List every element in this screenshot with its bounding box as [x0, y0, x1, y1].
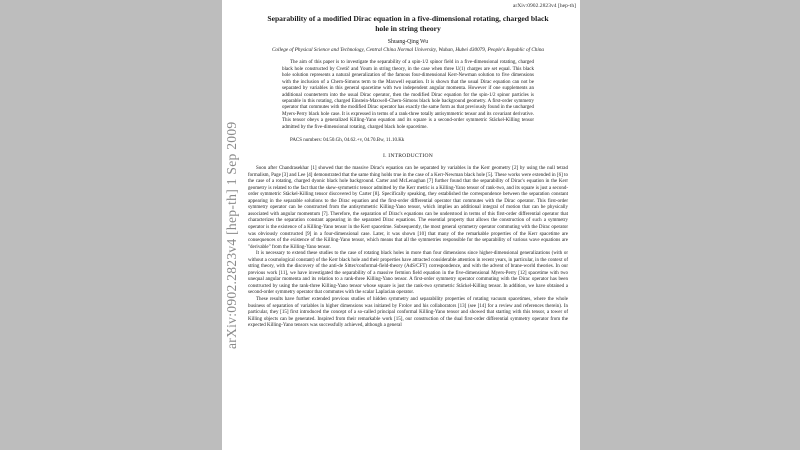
paper-title: Separability of a modified Dirac equation in a five-dimensional rotating, charged black hole in string theory: [267, 14, 549, 33]
paper-content: [248, 14, 568, 330]
arxiv-identifier: arXiv:0902.2823v4 [hep-th]: [512, 3, 576, 9]
author-name: Shuang-Qing Wu: [387, 38, 429, 45]
paragraph: These results have further extended previous studies of hidden symmetry and separability properties of rotating vacuum spacetimes, where the whole business of separation of variables in higher dimensions was initiated by Frolov and his collaborators [13] (see [14] for a review and references therein). In particular, they [15] first introduced the concept of a so-called principal conformal Killing-Yano tensor and showed that starting with this tensor, a tower of Killing objects can be generated. Inspired from their remarkable work [15], our construction of the dual first-order differential symmetry operator from the expected Killing-Yano tensors was successfully achieved, although a general: [248, 296, 568, 329]
paragraph: Soon after Chandrasekhar [1] showed that the massive Dirac's equation can be separated by variables in the Kerr geometry [2] by using the null tetrad formalism, Page [3] and Lee [4] demonstrated that the same thing holds true in the case of a Kerr-Newman black hole [5]. These works were extended in [6] to the case of a rotating, charged dyonic black hole background. Carter and McLenaghan [7] further found that the separability of Dirac's equation in the Kerr geometry is related to the fact that the skew-symmetric tensor admitted by the Kerr metric is a Killing-Yano tensor of rank-two, and its square is just a second-order symmetric Stäckel-Killing tensor discovered by Carter [8]. Specifically speaking, they established the correspondence between the separation constant appearing in the separable solutions to the Dirac equation and the first-order differential operator that commutes with the Dirac operator. This first-order symmetry operator can be constructed from the antisymmetric Killing-Yano tensor, which implies an additional integral of motion that can be physically associated with angular momentum [7]. Therefore, the separation of Dirac's equations can be understood in terms of this first-order differential operator that characterizes the separation constant appearing in the separated Dirac equations. The essential property that allows the construction of such a symmetry operator is the existence of a Killing-Yano tensor in the Kerr spacetime. Subsequently, the most general symmetry operator commuting with the Dirac operator was obviously constructed [9] in a four-dimensional case. Later, it was shown [10] that many of the remarkable properties of the Kerr spacetime are consequences of the existence of the Killing-Yano tensor, which means that all the symmetries responsible for the separability of various wave equations are "derivable" from the Killing-Yano tensor.: [248, 166, 568, 250]
arxiv-side-stamp: arXiv:0902.2823v4 [hep-th] 1 Sep 2009: [224, 121, 239, 349]
introduction-body: [248, 166, 568, 330]
paragraph: It is necessary to extend these studies to the case of rotating black holes in more than four dimensions since higher-dimensional generalizations (with or without a cosmological constant) of the Kerr black hole and their properties have attracted considerable attention in recent years, in particular, in the context of string theory, with the discovery of the anti-de Sitter/conformal-field-theory (AdS/CFT) correspondence, and with the advent of brane-world theories. In our previous work [11], we have investigated the separability of a massive fermion field equation in the five-dimensional Myers-Perry [12] spacetime with two unequal angular momenta and its relation to a rank-three Killing-Yano tensor. A first-order symmetry operator commuting with the Dirac operator has been constructed by using the rank-three Killing-Yano tensor whose square is just the rank-two symmetric Stäckel-Killing tensor. In addition, we have obtained a second-order symmetry operator that commutes with the scalar Laplacian operator.: [248, 251, 568, 296]
section-heading-introduction: I. INTRODUCTION: [383, 153, 433, 160]
paper-page: [222, 0, 580, 450]
abstract: The aim of this paper is to investigate the separability of a spin-1/2 spinor field in a five-dimensional rotating, charged black hole constructed by Cvetič and Youm in string theory, in the case when three U(1) charges are set equal. This black hole solution represents a natural generalization of the famous four-dimensional Kerr-Newman solution to five dimensions with the inclusion of a Chern-Simons term to the Maxwell equation. It is shown that the usual Dirac equation can not be separated by variables in this general spacetime with two independent angular momenta. However if one supplements an additional counterterm into the usual Dirac operator, then the modified Dirac equation for the spin-1/2 spinor particles is separable in this rotating, charged Einstein-Maxwell-Chern-Simons black hole background geometry. A first-order symmetry operator that commutes with the modified Dirac operator has exactly the same form as that previously found in the uncharged Myers-Perry black hole case. It is expressed in terms of a rank-three totally antisymmetric tensor and its covariant derivative. This tensor obeys a generalized Killing-Yano equation and its square is a second-order symmetric Stäckel-Killing tensor admitted by the five-dimensional rotating, charged black hole spacetime.: [282, 60, 534, 130]
pacs-numbers: PACS numbers: 04.50.Gh, 04.62.+v, 04.70.Bw, 11.10.Kk: [290, 138, 405, 144]
author-affiliation: College of Physical Science and Technology, Central China Normal University, Wuhan, Hubei 430079, People's Republic of China: [271, 46, 545, 53]
